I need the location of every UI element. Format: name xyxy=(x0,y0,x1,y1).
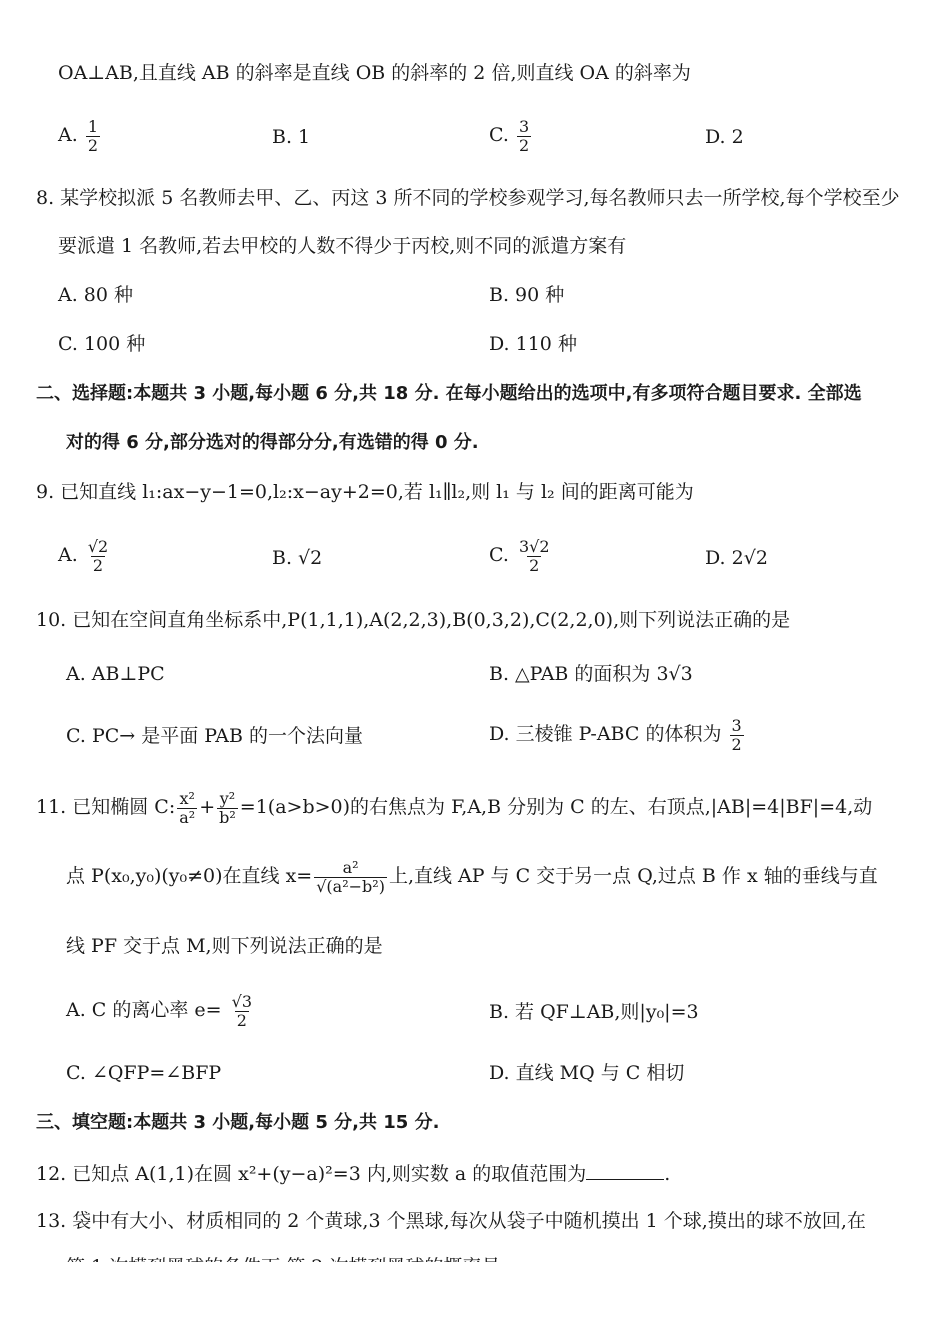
q9-stem: 9. 已知直线 l₁:ax−y−1=0,l₂:x−ay+2=0,若 l₁∥l₂,则 l₁ 与 l₂ 间的距离可能为 xyxy=(36,481,694,503)
q8-option-a: A. 80 种 xyxy=(58,284,134,306)
q9-option-a xyxy=(58,538,112,574)
q11-stem-line3: 线 PF 交于点 M,则下列说法正确的是 xyxy=(66,935,383,957)
q11-line2-post: 上,直线 AP 与 C 交于另一点 Q,过点 B 作 x 轴的垂线与直 xyxy=(388,865,878,888)
q7-option-c xyxy=(489,118,533,154)
q9-option-c xyxy=(489,538,554,574)
q10-option-d-text: D. 三棱锥 P-ABC 的体积为 xyxy=(489,723,722,746)
q11-plus: + xyxy=(199,796,216,819)
q11-option-a-fraction: $\frac{√3}{2}$ xyxy=(231,992,253,1030)
q12-end: . xyxy=(664,1163,671,1185)
q12-stem xyxy=(36,1163,670,1184)
q7-option-a xyxy=(58,118,102,154)
q11-line2-pre: 点 P(x₀,y₀)(y₀≠0)在直线 x= xyxy=(66,865,313,888)
q8-option-c: C. 100 种 xyxy=(58,333,146,355)
q7-option-b: B. 1 xyxy=(272,126,311,148)
q13-stem-line1: 13. 袋中有大小、材质相同的 2 个黄球,3 个黑球,每次从袋子中随机摸出 1 个球,摸出的球不放回,在 xyxy=(36,1210,866,1232)
q7-option-c-label: C. xyxy=(489,124,509,147)
q12-answer-blank[interactable] xyxy=(586,1163,664,1180)
q11-line1-post: =1(a>b>0)的右焦点为 F,A,B 分别为 C 的左、右顶点,|AB|=4|BF|=4,动 xyxy=(239,796,873,819)
q11-fraction-x2-a2: $\frac{\text{x²}}{\text{a²}}$ xyxy=(179,789,196,827)
q9-option-c-fraction: $\frac{3√2}{2}$ xyxy=(518,537,550,575)
q11-option-d: D. 直线 MQ 与 C 相切 xyxy=(489,1062,685,1084)
section3-heading: 三、填空题:本题共 3 小题,每小题 5 分,共 15 分. xyxy=(36,1112,440,1133)
q11-fraction-directrix: $\frac{\text{a²}}{\text{√(a²−b²)}}$ xyxy=(316,858,385,896)
q11-stem-line2 xyxy=(66,859,878,895)
q7-option-a-fraction: $\frac{1}{2}$ xyxy=(87,117,98,155)
q7-option-a-label: A. xyxy=(58,124,78,147)
page-bottom-crop xyxy=(0,1262,950,1334)
q10-option-d xyxy=(489,717,746,753)
q11-option-b: B. 若 QF⊥AB,则|y₀|=3 xyxy=(489,1001,699,1023)
q10-stem: 10. 已知在空间直角坐标系中,P(1,1,1),A(2,2,3),B(0,3,2),C(2,2,0),则下列说法正确的是 xyxy=(36,609,791,631)
q9-option-b: B. √2 xyxy=(272,547,323,569)
q10-option-b: B. △PAB 的面积为 3√3 xyxy=(489,663,693,685)
q9-option-d: D. 2√2 xyxy=(705,547,768,569)
q8-option-b: B. 90 种 xyxy=(489,284,565,306)
q7-option-d: D. 2 xyxy=(705,126,744,148)
q7-option-c-fraction: $\frac{3}{2}$ xyxy=(518,117,530,155)
q8-option-d: D. 110 种 xyxy=(489,333,577,355)
q9-option-a-fraction: $\frac{√2}{2}$ xyxy=(87,537,109,575)
q11-fraction-y2-b2: $\frac{\text{y²}}{\text{b²}}$ xyxy=(219,789,236,827)
q11-option-a-text: A. C 的离心率 e= xyxy=(66,999,222,1022)
q10-option-a: A. AB⊥PC xyxy=(66,663,165,685)
section2-heading-line2: 对的得 6 分,部分选对的得部分分,有选错的得 0 分. xyxy=(66,432,479,453)
section2-heading-line1: 二、选择题:本题共 3 小题,每小题 6 分,共 18 分. 在每小题给出的选项中,有多项符合题目要求. 全部选 xyxy=(36,383,862,404)
q11-option-c: C. ∠QFP=∠BFP xyxy=(66,1062,222,1084)
q9-option-c-label: C. xyxy=(489,544,509,567)
q10-option-c: C. PC→ 是平面 PAB 的一个法向量 xyxy=(66,725,364,747)
q12-stem-text: 12. 已知点 A(1,1)在圆 x²+(y−a)²=3 内,则实数 a 的取值范围为 xyxy=(36,1163,587,1185)
q11-option-a xyxy=(66,993,256,1029)
q11-line1-pre: 11. 已知椭圆 C: xyxy=(36,796,176,819)
q10-option-d-fraction: $\frac{3}{2}$ xyxy=(731,716,742,754)
q8-stem-line1: 8. 某学校拟派 5 名教师去甲、乙、丙这 3 所不同的学校参观学习,每名教师只去一所学校,每个学校至少 xyxy=(36,187,900,209)
q11-stem-line1 xyxy=(36,790,872,826)
q7-stem: OA⊥AB,且直线 AB 的斜率是直线 OB 的斜率的 2 倍,则直线 OA 的斜率为 xyxy=(58,62,691,84)
q8-stem-line2: 要派遣 1 名教师,若去甲校的人数不得少于丙校,则不同的派遣方案有 xyxy=(58,235,627,257)
q9-option-a-label: A. xyxy=(58,544,78,567)
